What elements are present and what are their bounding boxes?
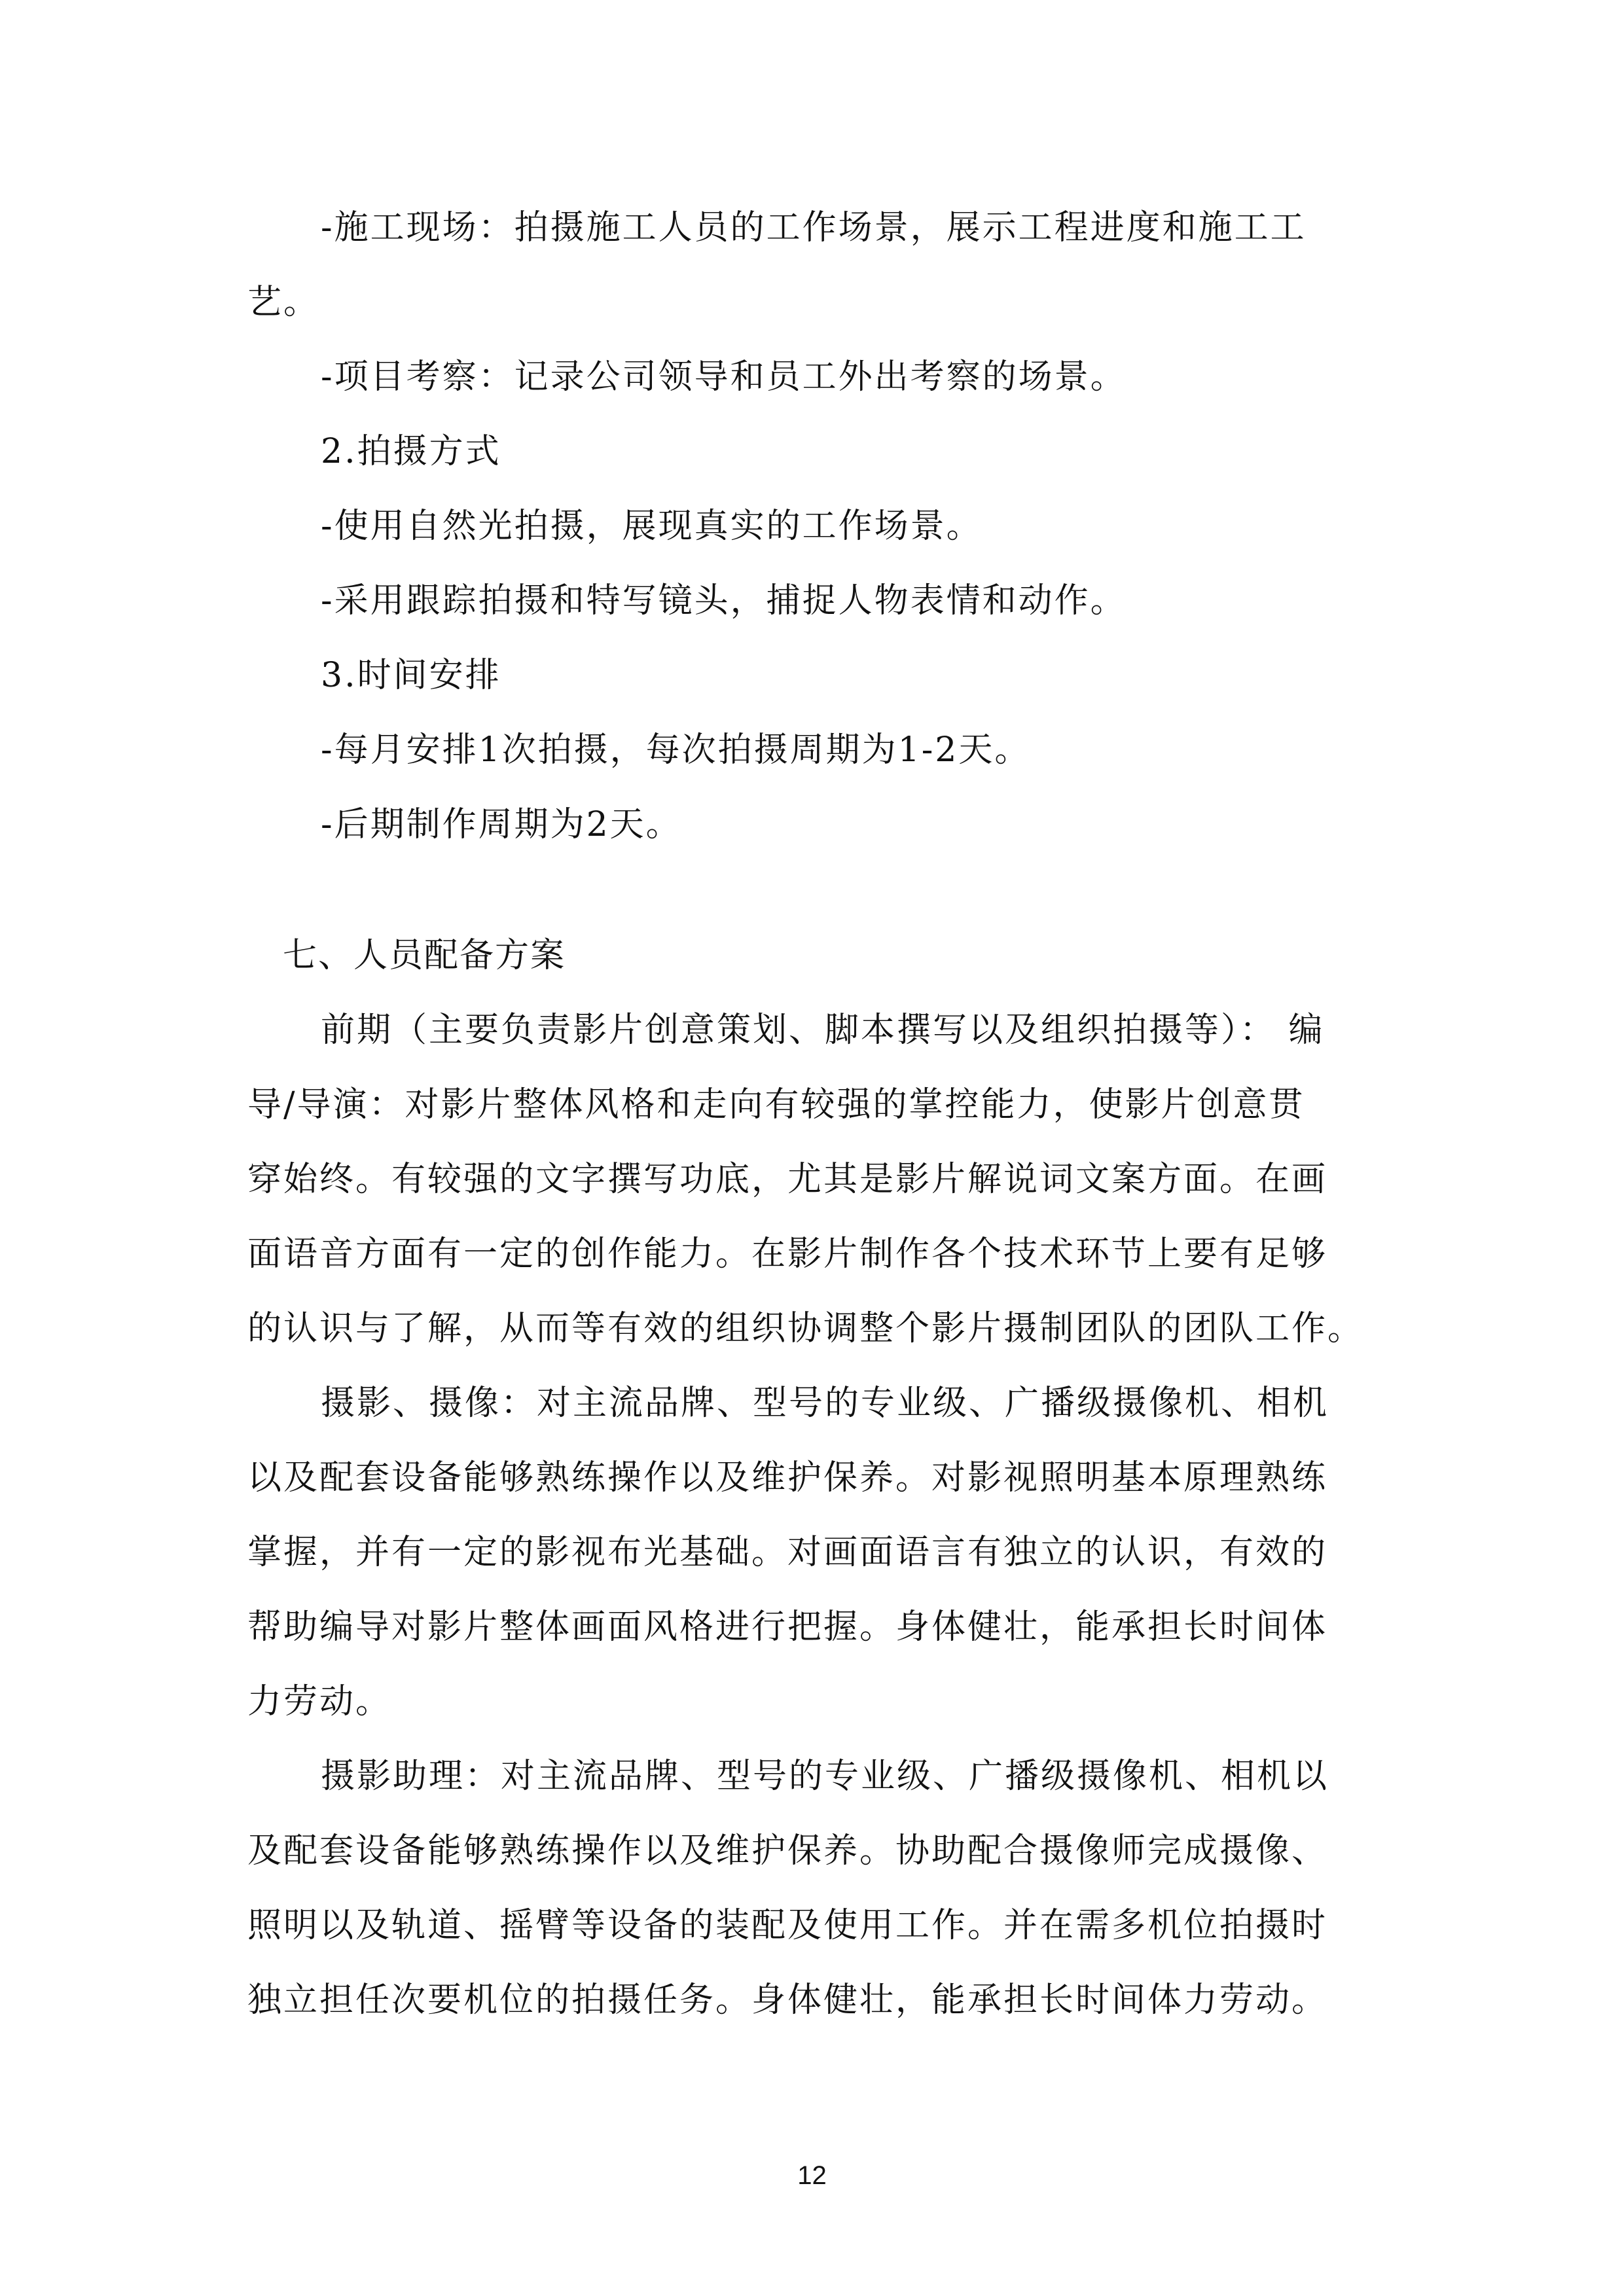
text-line: -后期制作周期为2天。 — [321, 805, 682, 844]
text-line: 及配套设备能够熟练操作以及维护保养。协助配合摄像师完成摄像、 — [247, 1831, 1328, 1871]
text-line: -采用跟踪拍摄和特写镜头，捕捉人物表情和动作。 — [321, 581, 1127, 620]
text-line: 前期（主要负责影片创意策划、脚本撰写以及组织拍摄等）： 编 — [321, 1011, 1325, 1050]
text-line: 2.拍摄方式 — [321, 432, 501, 471]
text-line: 艺。 — [247, 283, 320, 322]
text-line: 导/导演：对影片整体风格和走向有较强的掌控能力，使影片创意贯 — [247, 1085, 1305, 1124]
page-number: 12 — [797, 2161, 827, 2190]
text-line: 的认识与了解，从而等有效的组织协调整个影片摄制团队的团队工作。 — [247, 1309, 1364, 1348]
text-line: 3.时间安排 — [321, 656, 501, 695]
text-line: -项目考察：记录公司领导和员工外出考察的场景。 — [321, 357, 1127, 397]
text-line: 独立担任次要机位的拍摄任务。身体健壮，能承担长时间体力劳动。 — [247, 1981, 1328, 2020]
text-line: -每月安排1次拍摄，每次拍摄周期为1-2天。 — [321, 730, 1031, 770]
text-line: 摄影、摄像：对主流品牌、型号的专业级、广播级摄像机、相机 — [321, 1384, 1329, 1423]
text-line: 摄影助理：对主流品牌、型号的专业级、广播级摄像机、相机以 — [321, 1757, 1329, 1796]
text-line: 力劳动。 — [247, 1682, 392, 1721]
section-heading: 七、人员配备方案 — [283, 936, 566, 975]
text-line: 照明以及轨道、摇臂等设备的装配及使用工作。并在需多机位拍摄时 — [247, 1906, 1328, 1945]
text-line: 面语音方面有一定的创作能力。在影片制作各个技术环节上要有足够 — [247, 1234, 1328, 1274]
text-line: -施工现场：拍摄施工人员的工作场景，展示工程进度和施工工 — [321, 208, 1307, 247]
text-line: 以及配套设备能够熟练操作以及维护保养。对影视照明基本原理熟练 — [247, 1458, 1328, 1498]
text-line: 帮助编导对影片整体画面风格进行把握。身体健壮，能承担长时间体 — [247, 1607, 1328, 1647]
text-line: 穿始终。有较强的文字撰写功底，尤其是影片解说词文案方面。在画 — [247, 1160, 1328, 1199]
text-line: -使用自然光拍摄，展现真实的工作场景。 — [321, 507, 983, 546]
text-line: 掌握，并有一定的影视布光基础。对画面语言有独立的认识，有效的 — [247, 1533, 1328, 1572]
